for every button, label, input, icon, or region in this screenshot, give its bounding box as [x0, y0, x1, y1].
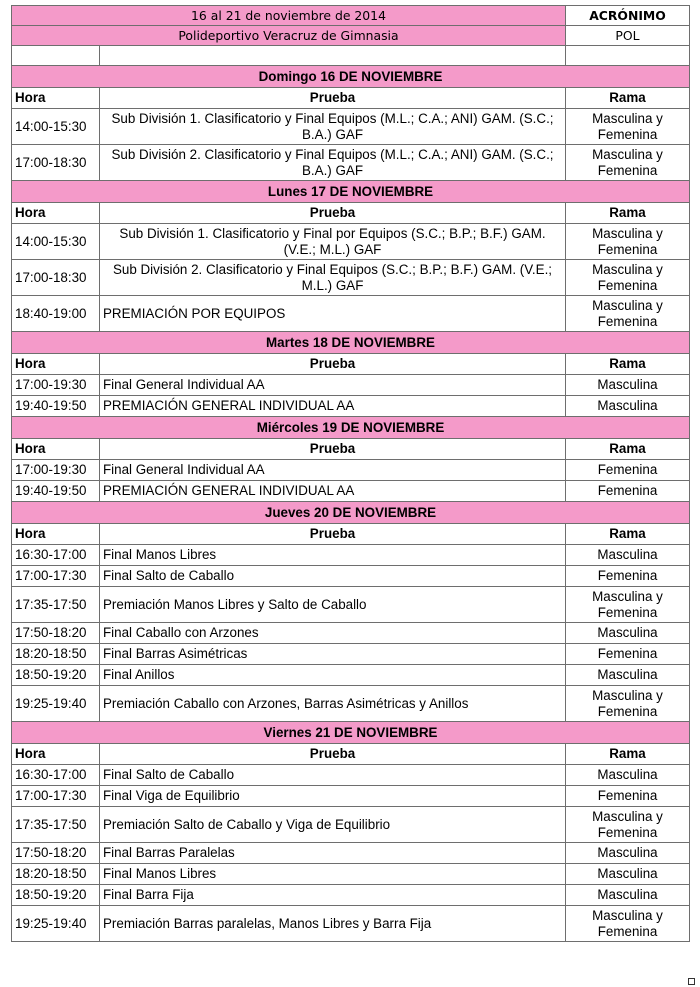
schedule-row	[12, 109, 690, 145]
time-cell: 17:35-17:50	[12, 807, 100, 843]
rama-cell: Femenina	[566, 644, 690, 665]
schedule-row	[12, 686, 690, 722]
column-header-prueba: Prueba	[100, 524, 566, 545]
event-cell: Final Barras Paralelas	[100, 843, 566, 864]
time-cell: 17:50-18:20	[12, 843, 100, 864]
event-cell: Final General Individual AA	[100, 375, 566, 396]
event-cell: Final Manos Libres	[100, 545, 566, 566]
column-header-prueba: Prueba	[100, 744, 566, 765]
event-cell: Final General Individual AA	[100, 460, 566, 481]
blank-row	[12, 46, 690, 66]
rama-cell: Femenina	[566, 481, 690, 502]
event-cell: Premiación Manos Libres y Salto de Caballo	[100, 587, 566, 623]
rama-cell: Masculina y Femenina	[566, 224, 690, 260]
time-cell: 14:00-15:30	[12, 109, 100, 145]
event-cell: Final Viga de Equilibrio	[100, 786, 566, 807]
day-title: Martes 18 DE NOVIEMBRE	[12, 332, 690, 354]
event-cell: Premiación Barras paralelas, Manos Libres y Barra Fija	[100, 906, 566, 942]
time-cell: 17:00-18:30	[12, 260, 100, 296]
schedule-row	[12, 545, 690, 566]
day-header-row	[12, 417, 690, 439]
day-header-row	[12, 722, 690, 744]
schedule-row	[12, 145, 690, 181]
schedule-row	[12, 885, 690, 906]
column-header-hora: Hora	[12, 524, 100, 545]
time-cell: 19:25-19:40	[12, 686, 100, 722]
schedule-row	[12, 807, 690, 843]
schedule-row	[12, 566, 690, 587]
header-row-venue	[12, 26, 690, 46]
event-cell: Sub División 2. Clasificatorio y Final Equipos (M.L.; C.A.; ANI) GAM. (S.C.; B.A.) GAF	[100, 145, 566, 181]
rama-cell: Masculina	[566, 396, 690, 417]
event-cell: Sub División 1. Clasificatorio y Final Equipos (M.L.; C.A.; ANI) GAM. (S.C.; B.A.) GAF	[100, 109, 566, 145]
day-title: Miércoles 19 DE NOVIEMBRE	[12, 417, 690, 439]
day-title: Viernes 21 DE NOVIEMBRE	[12, 722, 690, 744]
time-cell: 19:25-19:40	[12, 906, 100, 942]
schedule-table	[11, 5, 690, 942]
schedule-row	[12, 665, 690, 686]
rama-cell: Masculina y Femenina	[566, 260, 690, 296]
event-cell: Final Barra Fija	[100, 885, 566, 906]
column-header-hora: Hora	[12, 744, 100, 765]
time-cell: 16:30-17:00	[12, 765, 100, 786]
column-header-row	[12, 439, 690, 460]
event-cell: Sub División 2. Clasificatorio y Final Equipos (S.C.; B.P.; B.F.) GAM. (V.E.; M.L.) GAF	[100, 260, 566, 296]
acronym-label: ACRÓNIMO	[566, 6, 690, 26]
column-header-rama: Rama	[566, 744, 690, 765]
column-header-hora: Hora	[12, 354, 100, 375]
rama-cell: Masculina	[566, 665, 690, 686]
schedule-row	[12, 481, 690, 502]
rama-cell: Masculina y Femenina	[566, 587, 690, 623]
day-title: Domingo 16 DE NOVIEMBRE	[12, 66, 690, 88]
time-cell: 18:50-19:20	[12, 665, 100, 686]
day-title: Jueves 20 DE NOVIEMBRE	[12, 502, 690, 524]
schedule-row	[12, 296, 690, 332]
schedule-row	[12, 623, 690, 644]
rama-cell: Masculina y Femenina	[566, 686, 690, 722]
rama-cell: Masculina y Femenina	[566, 906, 690, 942]
rama-cell: Masculina y Femenina	[566, 109, 690, 145]
rama-cell: Masculina y Femenina	[566, 145, 690, 181]
rama-cell: Masculina y Femenina	[566, 296, 690, 332]
event-cell: Premiación Salto de Caballo y Viga de Equilibrio	[100, 807, 566, 843]
column-header-prueba: Prueba	[100, 439, 566, 460]
event-cell: PREMIACIÓN POR EQUIPOS	[100, 296, 566, 332]
rama-cell: Femenina	[566, 786, 690, 807]
day-header-row	[12, 332, 690, 354]
day-title: Lunes 17 DE NOVIEMBRE	[12, 181, 690, 203]
schedule-row	[12, 587, 690, 623]
time-cell: 14:00-15:30	[12, 224, 100, 260]
rama-cell: Masculina	[566, 545, 690, 566]
event-cell: Final Barras Asimétricas	[100, 644, 566, 665]
time-cell: 17:35-17:50	[12, 587, 100, 623]
column-header-row	[12, 88, 690, 109]
column-header-row	[12, 203, 690, 224]
event-cell: Final Salto de Caballo	[100, 566, 566, 587]
schedule-row	[12, 396, 690, 417]
rama-cell: Femenina	[566, 566, 690, 587]
day-header-row	[12, 181, 690, 203]
time-cell: 19:40-19:50	[12, 481, 100, 502]
column-header-rama: Rama	[566, 203, 690, 224]
venue-name: Polideportivo Veracruz de Gimnasia	[12, 26, 566, 46]
blank-cell	[566, 46, 690, 66]
event-cell: Sub División 1. Clasificatorio y Final por Equipos (S.C.; B.P.; B.F.) GAM. (V.E.; M.L.) GAF	[100, 224, 566, 260]
time-cell: 19:40-19:50	[12, 396, 100, 417]
table-end-handle	[688, 978, 695, 985]
day-header-row	[12, 66, 690, 88]
time-cell: 17:00-18:30	[12, 145, 100, 181]
rama-cell: Masculina	[566, 885, 690, 906]
column-header-rama: Rama	[566, 88, 690, 109]
column-header-hora: Hora	[12, 203, 100, 224]
column-header-prueba: Prueba	[100, 354, 566, 375]
schedule-row	[12, 260, 690, 296]
schedule-row	[12, 786, 690, 807]
column-header-hora: Hora	[12, 88, 100, 109]
column-header-rama: Rama	[566, 354, 690, 375]
event-cell: Final Manos Libres	[100, 864, 566, 885]
schedule-row	[12, 224, 690, 260]
blank-cell	[12, 46, 100, 66]
time-cell: 18:20-18:50	[12, 644, 100, 665]
time-cell: 17:00-17:30	[12, 566, 100, 587]
column-header-rama: Rama	[566, 439, 690, 460]
event-cell: Final Caballo con Arzones	[100, 623, 566, 644]
time-cell: 17:00-19:30	[12, 375, 100, 396]
rama-cell: Masculina	[566, 843, 690, 864]
time-cell: 17:00-17:30	[12, 786, 100, 807]
blank-cell	[100, 46, 566, 66]
schedule-row	[12, 375, 690, 396]
event-cell: PREMIACIÓN GENERAL INDIVIDUAL AA	[100, 481, 566, 502]
rama-cell: Femenina	[566, 460, 690, 481]
schedule-row	[12, 644, 690, 665]
acronym-value: POL	[566, 26, 690, 46]
event-dates: 16 al 21 de noviembre de 2014	[12, 6, 566, 26]
rama-cell: Masculina	[566, 375, 690, 396]
schedule-row	[12, 765, 690, 786]
day-header-row	[12, 502, 690, 524]
schedule-row	[12, 843, 690, 864]
rama-cell: Masculina	[566, 765, 690, 786]
event-cell: Final Anillos	[100, 665, 566, 686]
time-cell: 18:50-19:20	[12, 885, 100, 906]
column-header-rama: Rama	[566, 524, 690, 545]
schedule-row	[12, 864, 690, 885]
time-cell: 17:00-19:30	[12, 460, 100, 481]
schedule-row	[12, 906, 690, 942]
schedule-row	[12, 460, 690, 481]
time-cell: 18:20-18:50	[12, 864, 100, 885]
column-header-row	[12, 354, 690, 375]
column-header-row	[12, 524, 690, 545]
event-cell: Final Salto de Caballo	[100, 765, 566, 786]
column-header-prueba: Prueba	[100, 203, 566, 224]
event-cell: Premiación Caballo con Arzones, Barras Asimétricas y Anillos	[100, 686, 566, 722]
event-cell: PREMIACIÓN GENERAL INDIVIDUAL AA	[100, 396, 566, 417]
column-header-prueba: Prueba	[100, 88, 566, 109]
rama-cell: Masculina	[566, 623, 690, 644]
header-row-dates	[12, 6, 690, 26]
column-header-hora: Hora	[12, 439, 100, 460]
rama-cell: Masculina y Femenina	[566, 807, 690, 843]
time-cell: 16:30-17:00	[12, 545, 100, 566]
rama-cell: Masculina	[566, 864, 690, 885]
column-header-row	[12, 744, 690, 765]
time-cell: 18:40-19:00	[12, 296, 100, 332]
time-cell: 17:50-18:20	[12, 623, 100, 644]
